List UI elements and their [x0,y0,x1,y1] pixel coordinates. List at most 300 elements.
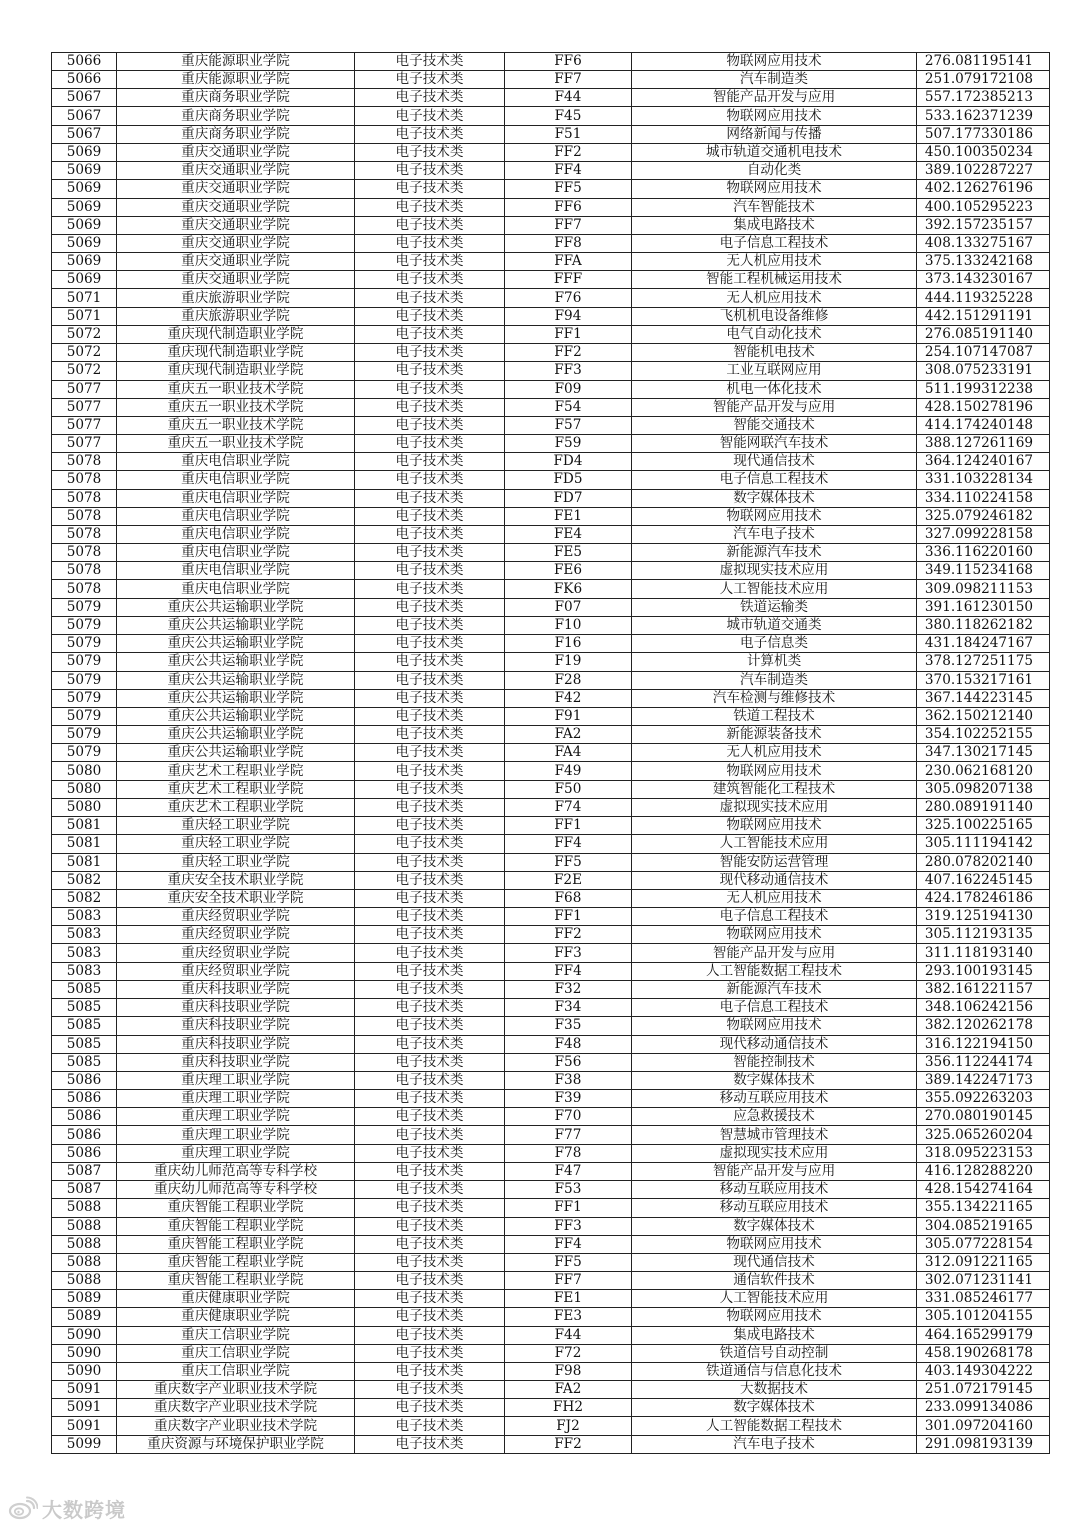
school-cell: 重庆交通职业学院 [117,180,355,198]
category-cell: 电子技术类 [355,1235,505,1253]
code-cell: 5085 [52,1053,117,1071]
major-code-cell: F50 [505,780,632,798]
major-cell: 电子信息工程技术 [632,471,917,489]
major-cell: 智能产品开发与应用 [632,944,917,962]
code-cell: 5088 [52,1235,117,1253]
score-cell: 305.101204155 [917,1308,1050,1326]
table-row [52,398,1050,416]
code-cell: 5089 [52,1308,117,1326]
table-row [52,1053,1050,1071]
major-cell: 物联网应用技术 [632,1017,917,1035]
score-cell: 254.107147087 [917,344,1050,362]
table-row [52,616,1050,634]
major-cell: 电子信息工程技术 [632,999,917,1017]
code-cell: 5079 [52,708,117,726]
major-cell: 大数据技术 [632,1381,917,1399]
code-cell: 5083 [52,944,117,962]
school-cell: 重庆艺术工程职业学院 [117,762,355,780]
major-code-cell: F74 [505,798,632,816]
school-cell: 重庆交通职业学院 [117,234,355,252]
table-row [52,1017,1050,1035]
score-cell: 362.150212140 [917,708,1050,726]
table-row [52,71,1050,89]
score-cell: 325.079246182 [917,507,1050,525]
table-row [52,726,1050,744]
code-cell: 5078 [52,471,117,489]
table-row [52,835,1050,853]
code-cell: 5085 [52,1017,117,1035]
major-cell: 数字媒体技术 [632,1217,917,1235]
score-cell: 389.142247173 [917,1071,1050,1089]
score-cell: 442.151291191 [917,307,1050,325]
table-row [52,344,1050,362]
major-cell: 人工智能技术应用 [632,835,917,853]
code-cell: 5088 [52,1199,117,1217]
code-cell: 5077 [52,398,117,416]
major-cell: 汽车检测与维修技术 [632,689,917,707]
table-row [52,125,1050,143]
major-cell: 新能源汽车技术 [632,980,917,998]
score-cell: 319.125194130 [917,907,1050,925]
major-cell: 物联网应用技术 [632,817,917,835]
score-cell: 349.115234168 [917,562,1050,580]
table-row [52,453,1050,471]
major-cell: 自动化类 [632,162,917,180]
score-cell: 414.174240148 [917,416,1050,434]
table-row [52,1326,1050,1344]
code-cell: 5086 [52,1144,117,1162]
score-cell: 325.065260204 [917,1126,1050,1144]
major-code-cell: FF6 [505,198,632,216]
code-cell: 5069 [52,252,117,270]
category-cell: 电子技术类 [355,544,505,562]
code-cell: 5099 [52,1435,117,1453]
school-cell: 重庆电信职业学院 [117,489,355,507]
category-cell: 电子技术类 [355,1181,505,1199]
major-code-cell: F38 [505,1071,632,1089]
school-cell: 重庆轻工职业学院 [117,853,355,871]
category-cell: 电子技术类 [355,1217,505,1235]
table-row [52,762,1050,780]
category-cell: 电子技术类 [355,1435,505,1453]
score-cell: 382.120262178 [917,1017,1050,1035]
table-row [52,380,1050,398]
major-cell: 数字媒体技术 [632,489,917,507]
score-cell: 431.184247167 [917,635,1050,653]
table-row [52,1417,1050,1435]
table-row [52,817,1050,835]
table-row [52,1071,1050,1089]
major-code-cell: F68 [505,889,632,907]
major-cell: 物联网应用技术 [632,507,917,525]
table-row [52,635,1050,653]
score-cell: 305.111194142 [917,835,1050,853]
major-cell: 电子信息工程技术 [632,907,917,925]
category-cell: 电子技术类 [355,780,505,798]
school-cell: 重庆轻工职业学院 [117,817,355,835]
school-cell: 重庆旅游职业学院 [117,289,355,307]
major-code-cell: FA2 [505,1381,632,1399]
score-cell: 347.130217145 [917,744,1050,762]
table-row [52,544,1050,562]
major-code-cell: FJ2 [505,1417,632,1435]
table-row [52,198,1050,216]
category-cell: 电子技术类 [355,1089,505,1107]
major-code-cell: FF7 [505,1271,632,1289]
score-cell: 305.098207138 [917,780,1050,798]
category-cell: 电子技术类 [355,817,505,835]
category-cell: 电子技术类 [355,271,505,289]
category-cell: 电子技术类 [355,598,505,616]
major-code-cell: F76 [505,289,632,307]
major-cell: 铁道工程技术 [632,708,917,726]
code-cell: 5079 [52,726,117,744]
major-cell: 无人机应用技术 [632,252,917,270]
school-cell: 重庆轻工职业学院 [117,835,355,853]
major-cell: 无人机应用技术 [632,744,917,762]
category-cell: 电子技术类 [355,526,505,544]
major-cell: 智能产品开发与应用 [632,1162,917,1180]
category-cell: 电子技术类 [355,1071,505,1089]
code-cell: 5069 [52,162,117,180]
category-cell: 电子技术类 [355,216,505,234]
code-cell: 5072 [52,362,117,380]
school-cell: 重庆幼儿师范高等专科学校 [117,1181,355,1199]
table-row [52,1344,1050,1362]
score-cell: 334.110224158 [917,489,1050,507]
code-cell: 5078 [52,526,117,544]
score-cell: 308.075233191 [917,362,1050,380]
category-cell: 电子技术类 [355,489,505,507]
school-cell: 重庆公共运输职业学院 [117,744,355,762]
code-cell: 5091 [52,1417,117,1435]
school-cell: 重庆现代制造职业学院 [117,344,355,362]
score-cell: 312.091221165 [917,1253,1050,1271]
school-cell: 重庆工信职业学院 [117,1326,355,1344]
code-cell: 5087 [52,1181,117,1199]
major-cell: 电子信息工程技术 [632,234,917,252]
school-cell: 重庆工信职业学院 [117,1344,355,1362]
school-cell: 重庆电信职业学院 [117,453,355,471]
category-cell: 电子技术类 [355,1417,505,1435]
table-row [52,889,1050,907]
score-cell: 458.190268178 [917,1344,1050,1362]
school-cell: 重庆安全技术职业学院 [117,871,355,889]
major-code-cell: FE3 [505,1308,632,1326]
school-cell: 重庆理工职业学院 [117,1108,355,1126]
school-cell: 重庆经贸职业学院 [117,907,355,925]
major-code-cell: F2E [505,871,632,889]
school-cell: 重庆电信职业学院 [117,526,355,544]
school-cell: 重庆商务职业学院 [117,107,355,125]
table-row [52,1290,1050,1308]
code-cell: 5072 [52,344,117,362]
category-cell: 电子技术类 [355,1199,505,1217]
category-cell: 电子技术类 [355,252,505,270]
table-row [52,1035,1050,1053]
code-cell: 5079 [52,689,117,707]
school-cell: 重庆理工职业学院 [117,1144,355,1162]
table-row [52,1108,1050,1126]
school-cell: 重庆公共运输职业学院 [117,635,355,653]
code-cell: 5091 [52,1381,117,1399]
score-cell: 276.081195141 [917,53,1050,71]
score-cell: 327.099228158 [917,526,1050,544]
major-cell: 汽车制造类 [632,71,917,89]
major-cell: 现代移动通信技术 [632,1035,917,1053]
category-cell: 电子技术类 [355,1363,505,1381]
code-cell: 5090 [52,1326,117,1344]
school-cell: 重庆智能工程职业学院 [117,1217,355,1235]
major-code-cell: FF1 [505,325,632,343]
table-row [52,853,1050,871]
code-cell: 5090 [52,1363,117,1381]
major-cell: 智能交通技术 [632,416,917,434]
school-cell: 重庆数字产业职业技术学院 [117,1399,355,1417]
watermark-text: 大数跨境 [42,1497,126,1522]
school-cell: 重庆数字产业职业技术学院 [117,1381,355,1399]
school-cell: 重庆数字产业职业技术学院 [117,1417,355,1435]
major-code-cell: FE1 [505,507,632,525]
table-row [52,598,1050,616]
school-cell: 重庆健康职业学院 [117,1308,355,1326]
major-cell: 汽车制造类 [632,671,917,689]
table-row [52,999,1050,1017]
major-code-cell: FF8 [505,234,632,252]
school-cell: 重庆公共运输职业学院 [117,616,355,634]
major-cell: 计算机类 [632,653,917,671]
school-cell: 重庆工信职业学院 [117,1363,355,1381]
major-code-cell: FF7 [505,216,632,234]
major-code-cell: FFA [505,252,632,270]
school-cell: 重庆科技职业学院 [117,1053,355,1071]
school-cell: 重庆理工职业学院 [117,1126,355,1144]
code-cell: 5069 [52,143,117,161]
code-cell: 5069 [52,234,117,252]
table-row [52,180,1050,198]
code-cell: 5079 [52,598,117,616]
school-cell: 重庆交通职业学院 [117,143,355,161]
code-cell: 5079 [52,635,117,653]
major-code-cell: FD5 [505,471,632,489]
code-cell: 5079 [52,671,117,689]
school-cell: 重庆公共运输职业学院 [117,671,355,689]
school-cell: 重庆电信职业学院 [117,580,355,598]
code-cell: 5079 [52,653,117,671]
category-cell: 电子技术类 [355,1144,505,1162]
category-cell: 电子技术类 [355,1290,505,1308]
score-cell: 280.078202140 [917,853,1050,871]
score-cell: 336.116220160 [917,544,1050,562]
table-row [52,962,1050,980]
school-cell: 重庆理工职业学院 [117,1071,355,1089]
category-cell: 电子技术类 [355,907,505,925]
major-cell: 虚拟现实技术应用 [632,1144,917,1162]
school-cell: 重庆五一职业技术学院 [117,416,355,434]
code-cell: 5067 [52,89,117,107]
major-code-cell: FF2 [505,1435,632,1453]
major-cell: 物联网应用技术 [632,180,917,198]
code-cell: 5085 [52,999,117,1017]
major-code-cell: F42 [505,689,632,707]
table-row [52,143,1050,161]
table-row [52,1181,1050,1199]
major-code-cell: F47 [505,1162,632,1180]
table-row [52,489,1050,507]
category-cell: 电子技术类 [355,89,505,107]
major-cell: 物联网应用技术 [632,1308,917,1326]
category-cell: 电子技术类 [355,53,505,71]
code-cell: 5082 [52,889,117,907]
school-cell: 重庆智能工程职业学院 [117,1199,355,1217]
score-cell: 305.077228154 [917,1235,1050,1253]
school-cell: 重庆五一职业技术学院 [117,434,355,452]
category-cell: 电子技术类 [355,689,505,707]
table-row [52,471,1050,489]
category-cell: 电子技术类 [355,980,505,998]
major-code-cell: FF3 [505,1217,632,1235]
code-cell: 5077 [52,380,117,398]
table-row [52,216,1050,234]
table-row [52,362,1050,380]
code-cell: 5080 [52,798,117,816]
table-row [52,507,1050,525]
major-code-cell: F70 [505,1108,632,1126]
major-cell: 智慧城市管理技术 [632,1126,917,1144]
major-code-cell: F49 [505,762,632,780]
major-code-cell: FA4 [505,744,632,762]
category-cell: 电子技术类 [355,1271,505,1289]
major-cell: 网络新闻与传播 [632,125,917,143]
major-code-cell: F57 [505,416,632,434]
score-cell: 367.144223145 [917,689,1050,707]
table-row [52,89,1050,107]
category-cell: 电子技术类 [355,234,505,252]
score-cell: 311.118193140 [917,944,1050,962]
code-cell: 5089 [52,1290,117,1308]
code-cell: 5078 [52,544,117,562]
major-code-cell: FD7 [505,489,632,507]
table-row [52,562,1050,580]
table-row [52,307,1050,325]
major-code-cell: F98 [505,1363,632,1381]
table-row [52,1126,1050,1144]
score-cell: 428.154274164 [917,1181,1050,1199]
category-cell: 电子技术类 [355,507,505,525]
table-row [52,416,1050,434]
score-cell: 392.157235157 [917,216,1050,234]
major-cell: 物联网应用技术 [632,1235,917,1253]
major-cell: 城市轨道交通类 [632,616,917,634]
category-cell: 电子技术类 [355,471,505,489]
category-cell: 电子技术类 [355,1162,505,1180]
code-cell: 5072 [52,325,117,343]
table-row [52,580,1050,598]
school-cell: 重庆经贸职业学院 [117,962,355,980]
major-cell: 新能源装备技术 [632,726,917,744]
major-cell: 虚拟现实技术应用 [632,798,917,816]
major-code-cell: FK6 [505,580,632,598]
category-cell: 电子技术类 [355,289,505,307]
major-code-cell: FF5 [505,180,632,198]
score-cell: 251.072179145 [917,1381,1050,1399]
major-cell: 智能产品开发与应用 [632,398,917,416]
category-cell: 电子技术类 [355,798,505,816]
code-cell: 5080 [52,762,117,780]
major-cell: 物联网应用技术 [632,762,917,780]
score-cell: 373.143230167 [917,271,1050,289]
category-cell: 电子技术类 [355,344,505,362]
table-row [52,53,1050,71]
score-table [51,52,1050,1454]
major-code-cell: FF4 [505,1235,632,1253]
score-cell: 511.199312238 [917,380,1050,398]
category-cell: 电子技术类 [355,580,505,598]
major-cell: 智能机电技术 [632,344,917,362]
category-cell: 电子技术类 [355,1326,505,1344]
code-cell: 5078 [52,507,117,525]
code-cell: 5086 [52,1108,117,1126]
major-code-cell: FD4 [505,453,632,471]
category-cell: 电子技术类 [355,1399,505,1417]
code-cell: 5080 [52,780,117,798]
code-cell: 5069 [52,216,117,234]
score-cell: 276.085191140 [917,325,1050,343]
school-cell: 重庆科技职业学院 [117,1035,355,1053]
code-cell: 5069 [52,271,117,289]
table-row [52,1363,1050,1381]
major-cell: 城市轨道交通机电技术 [632,143,917,161]
code-cell: 5088 [52,1271,117,1289]
major-code-cell: F10 [505,616,632,634]
score-cell: 507.177330186 [917,125,1050,143]
major-code-cell: F54 [505,398,632,416]
category-cell: 电子技术类 [355,1381,505,1399]
table-row [52,252,1050,270]
score-cell: 388.127261169 [917,434,1050,452]
major-code-cell: F72 [505,1344,632,1362]
major-cell: 人工智能技术应用 [632,580,917,598]
school-cell: 重庆艺术工程职业学院 [117,780,355,798]
table-row [52,1217,1050,1235]
score-cell: 424.178246186 [917,889,1050,907]
score-cell: 304.085219165 [917,1217,1050,1235]
major-cell: 数字媒体技术 [632,1399,917,1417]
table-row [52,1308,1050,1326]
school-cell: 重庆智能工程职业学院 [117,1235,355,1253]
category-cell: 电子技术类 [355,362,505,380]
major-code-cell: F48 [505,1035,632,1053]
score-cell: 416.128288220 [917,1162,1050,1180]
table-row [52,1199,1050,1217]
score-cell: 280.089191140 [917,798,1050,816]
major-cell: 人工智能数据工程技术 [632,962,917,980]
major-code-cell: FE4 [505,526,632,544]
school-cell: 重庆交通职业学院 [117,271,355,289]
school-cell: 重庆电信职业学院 [117,544,355,562]
score-cell: 464.165299179 [917,1326,1050,1344]
watermark [8,1494,126,1522]
category-cell: 电子技术类 [355,198,505,216]
school-cell: 重庆交通职业学院 [117,162,355,180]
major-code-cell: F77 [505,1126,632,1144]
major-cell: 集成电路技术 [632,1326,917,1344]
school-cell: 重庆现代制造职业学院 [117,362,355,380]
category-cell: 电子技术类 [355,562,505,580]
score-cell: 380.118262182 [917,616,1050,634]
code-cell: 5088 [52,1253,117,1271]
major-code-cell: F07 [505,598,632,616]
